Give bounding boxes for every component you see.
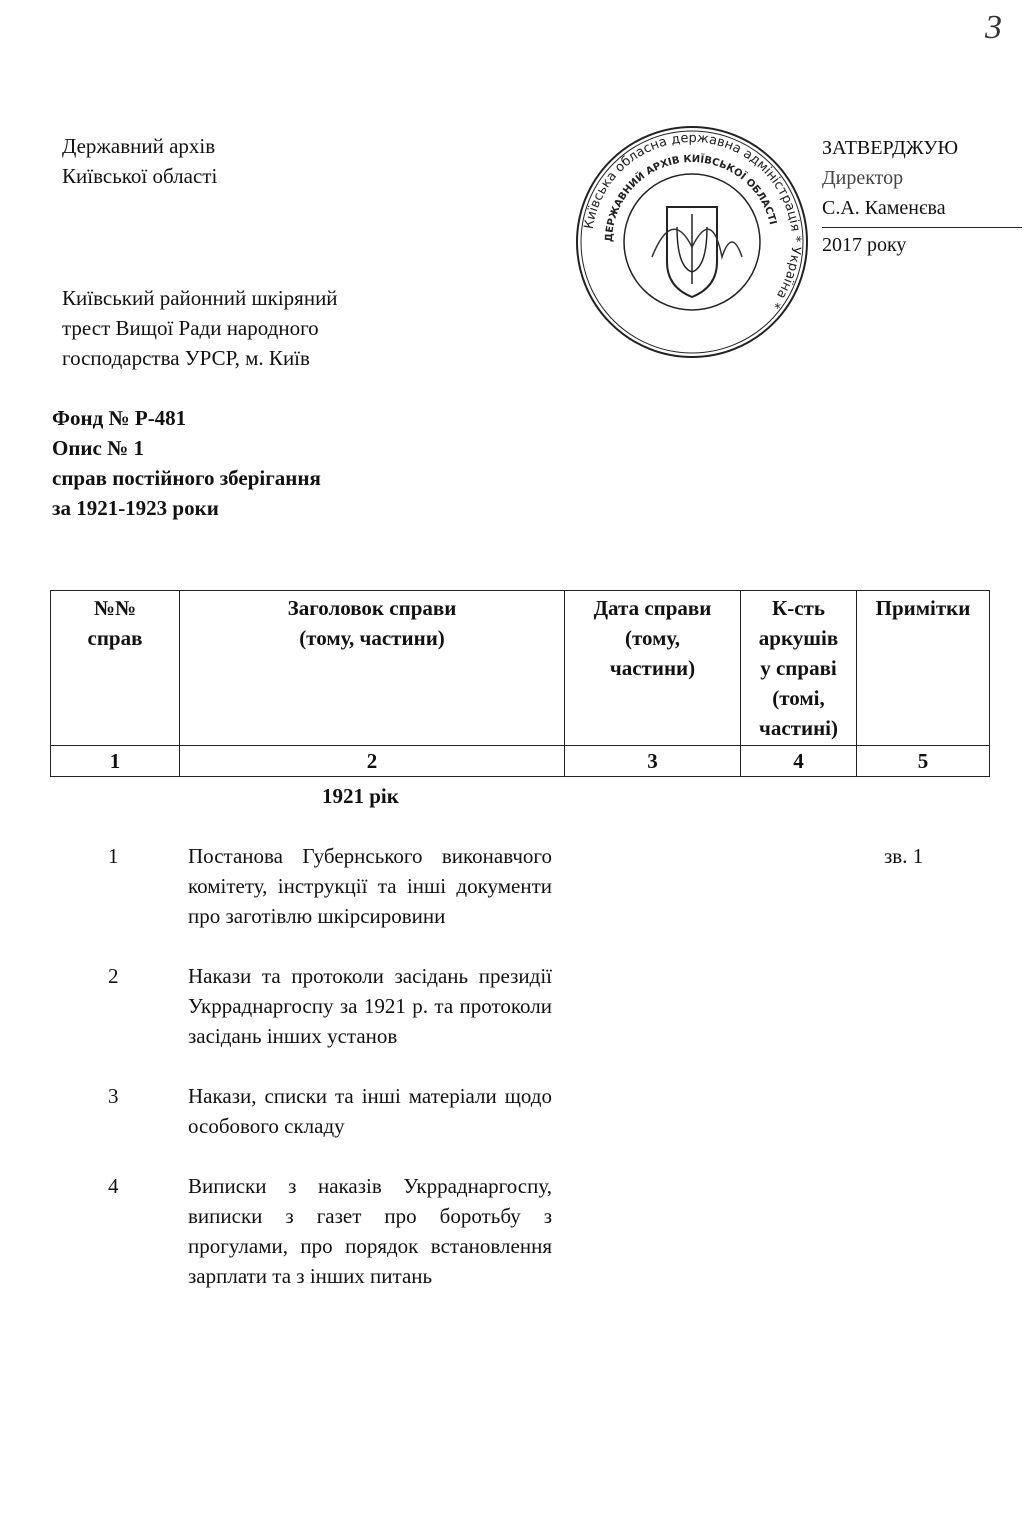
approval-name: С.А. Каменєва xyxy=(822,197,946,219)
column-number: 5 xyxy=(857,746,990,777)
case-number: 4 xyxy=(108,1174,119,1198)
official-seal xyxy=(572,122,812,362)
fond-number: Фонд № Р-481 xyxy=(52,406,187,430)
case-note: зв. 1 xyxy=(884,844,924,868)
column-number: 1 xyxy=(51,746,180,777)
case-title: Накази та протоколи засідань президії Укрраднаргоспу за 1921 р. та протоколи засідань інших установ xyxy=(188,964,552,1048)
header-case-number: №№ справ xyxy=(51,591,180,746)
header-notes: Примітки xyxy=(857,591,990,746)
organization-line: Київський районний шкіряний xyxy=(62,286,338,310)
inventory-body xyxy=(50,590,990,1321)
case-number: 1 xyxy=(108,844,119,868)
archive-name xyxy=(62,131,217,191)
list-item xyxy=(50,841,990,931)
header-case-date: Дата справи (тому, частини) xyxy=(565,591,741,746)
case-title: Виписки з наказів Укрраднаргоспу, виписки з газет про боротьбу з прогулами, про порядок встановлення зарплати та з інших питань xyxy=(188,1174,552,1288)
svg-text:Київська обласна державна адмі: Київська обласна державна адміністрація * Україна * xyxy=(581,130,804,312)
inventory-number: Опис № 1 xyxy=(52,436,144,460)
case-number: 2 xyxy=(108,964,119,988)
list-item xyxy=(50,1171,990,1291)
case-number: 3 xyxy=(108,1084,119,1108)
header-sheet-count: К-сть аркушів у справі (томі, частині) xyxy=(741,591,857,746)
signature xyxy=(652,229,742,257)
column-number: 2 xyxy=(180,746,565,777)
organization-name xyxy=(62,283,338,373)
case-title: Постанова Губернського виконавчого комітету, інструкції та інші документи про заготівлю шкірсировини xyxy=(188,844,552,928)
organization-line: господарства УРСР, м. Київ xyxy=(62,346,310,370)
archive-line: Київської області xyxy=(62,164,218,188)
approval-date: 2017 року xyxy=(822,227,1022,260)
inventory-table-header xyxy=(50,590,990,777)
year-heading: 1921 рік xyxy=(322,784,399,808)
approval-title: ЗАТВЕРДЖУЮ xyxy=(822,137,959,159)
list-item xyxy=(50,961,990,1051)
fond-info xyxy=(52,403,321,523)
page-number: 3 xyxy=(985,9,1002,46)
list-item xyxy=(50,1081,990,1141)
inventory-period: за 1921-1923 роки xyxy=(52,496,219,520)
svg-text:ДЕРЖАВНИЙ АРХІВ КИЇВСЬКОЇ ОБЛА: ДЕРЖАВНИЙ АРХІВ КИЇВСЬКОЇ ОБЛАСТІ xyxy=(603,153,779,243)
archive-line: Державний архів xyxy=(62,134,216,158)
header-case-title: Заголовок справи (тому, частини) xyxy=(180,591,565,746)
organization-line: трест Вищої Ради народного xyxy=(62,316,319,340)
column-number: 3 xyxy=(565,746,741,777)
case-title: Накази, списки та інші матеріали щодо особового складу xyxy=(188,1084,552,1138)
approval-position: Директор xyxy=(822,167,904,189)
column-number: 4 xyxy=(741,746,857,777)
case-list xyxy=(50,841,990,1291)
approval-block xyxy=(822,133,1022,260)
inventory-type: справ постійного зберігання xyxy=(52,466,321,490)
